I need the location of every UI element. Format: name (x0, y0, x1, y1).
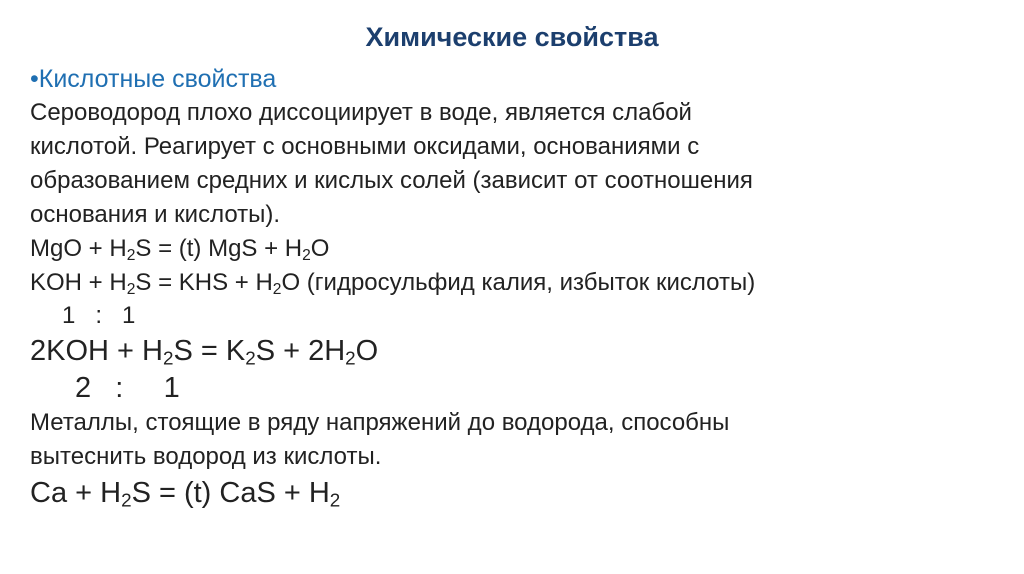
eq4-part: S = (t) CaS + H (131, 477, 330, 509)
equation-koh (30, 266, 1010, 300)
bullet-acid-properties: •Кислотные свойства (30, 65, 277, 93)
eq3-subscript: 2 (245, 347, 256, 369)
metals-line-2: вытеснить водород из кислоты. (30, 443, 382, 470)
equation-ca (30, 474, 1010, 512)
eq4-subscript: 2 (329, 489, 341, 511)
eq1-part: S = (t) MgS + H (135, 235, 303, 262)
eq4-subscript: 2 (121, 489, 132, 511)
eq1-part: O (310, 235, 330, 262)
eq1-subscript: 2 (126, 246, 136, 264)
slide-content (30, 62, 1010, 512)
eq3-subscript: 2 (345, 347, 356, 369)
paragraph-line-2: кислотой. Реагирует с основными оксидами, основаниями с (30, 133, 700, 160)
eq1-part: MgO + H (30, 235, 127, 262)
paragraph-line-4: основания и кислоты). (30, 201, 281, 228)
eq2-subscript: 2 (272, 280, 282, 298)
eq3-part: S + 2H (255, 335, 346, 367)
ratio-2-1: 2 : 1 (75, 372, 180, 404)
eq2-part: O (гидросульфид калия, избыток кислоты) (281, 269, 756, 296)
equation-mgo (30, 232, 1010, 266)
eq3-part: S = K (173, 335, 246, 367)
ratio-1-1: 1 : 1 (62, 302, 136, 329)
eq2-part: KOH + H (30, 269, 127, 296)
equation-2koh (30, 332, 1010, 370)
eq2-subscript: 2 (126, 280, 136, 298)
eq3-subscript: 2 (162, 347, 174, 369)
eq3-part: O (355, 335, 379, 367)
metals-line-1: Металлы, стоящие в ряду напряжений до водорода, способны (30, 409, 730, 436)
eq1-subscript: 2 (302, 246, 311, 264)
eq2-part: S = KHS + H (135, 269, 273, 296)
paragraph-line-1: Сероводород плохо диссоциирует в воде, является слабой (30, 99, 692, 126)
eq4-part: Ca + H (30, 477, 122, 509)
paragraph-line-3: образованием средних и кислых солей (зависит от соотношения (30, 167, 753, 194)
slide-title: Химические свойства (365, 22, 659, 52)
eq3-part: 2KOH + H (30, 335, 163, 367)
